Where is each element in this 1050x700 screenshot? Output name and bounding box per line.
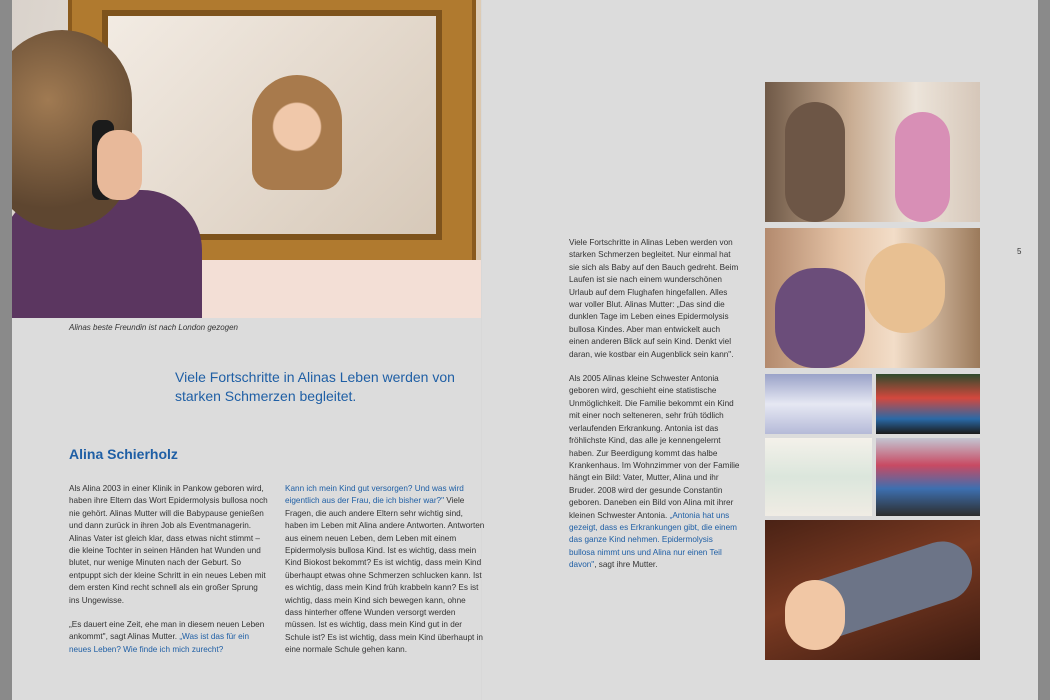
- photo-board-games: [876, 374, 980, 434]
- section-heading: Alina Schierholz: [69, 446, 178, 462]
- pull-quote: Viele Fortschritte in Alinas Leben werden von starken Schmerzen begleitet.: [175, 369, 455, 404]
- paragraph: Kann ich mein Kind gut versorgen? Und was wird eigentlich aus der Frau, die ich bisher war?" Viele Fragen, die auch andere Eltern sehr wichtig sind, haben im Leben mit Alina andere Antworten. Antworten aus einem neuen Leben, dem Leben mit einem Epidermolysis bullosa Kind. Ist es wichtig, dass mein Kind Biokost bekommt? Es ist wichtig, dass mein Kind überhaupt etwas ohne Schmerzen schlucken kann. Ist es wichtig, dass mein Kind früh krabbeln kann? Es ist wichtig, dass mein Kind sich bewegen kann, ohne dass hinterher offene Wunden versorgt werden müssen. Ist es wichtig, dass mein Kind gut in der Schule ist? Es ist wichtig, dass mein Kind überhaupt in eine normale Schule gehen kann.: [285, 484, 485, 655]
- photo-medical-supplies: [765, 374, 872, 434]
- photo-game-shelf: [876, 438, 980, 516]
- text-column-1: [69, 483, 269, 668]
- photo-mother-and-alina: [765, 228, 980, 368]
- hero-photo-mirror: [12, 0, 481, 318]
- photo-girl-on-floor: [765, 520, 980, 660]
- highlight-quote: Kann ich mein Kind gut versorgen? Und was wird eigentlich aus der Frau, die ich bisher war?": [285, 484, 464, 506]
- photo-caption: Alinas beste Freundin ist nach London gezogen: [69, 323, 239, 332]
- paragraph: Als Alina 2003 in einer Klinik in Pankow geboren wird, haben ihre Eltern das Wort Epidermolysis bullosa noch nie gehört. Alinas Mutter will die Babypause genießen und dann zurück in ihren Job als Eventmanagerin. Alinas Vater ist gleich klar, dass etwas nicht stimmt – die kleine Tochter in seinen Händen hat Wunden und blutet, nur wenige Minuten nach der Geburt. So entpuppt sich der kleine Schritt in ein neues Leben mit dem ersten Kind recht schnell als ein großer Sprung ins Ungewisse.: [69, 484, 268, 605]
- paragraph: „Es dauert eine Zeit, ehe man in diesem neuen Leben ankommt", sagt Alinas Mutter. „Was ist das für ein neues Leben? Wie finde ich mich zurecht?: [69, 620, 265, 654]
- highlight-quote: „Antonia hat uns gezeigt, dass es Erkrankungen gibt, die einem das ganze Kind nehmen. Epidermolysis bullosa nimmt uns und Alina nur einen Teil davon": [569, 510, 737, 570]
- photo-mother-and-girls: [765, 82, 980, 222]
- page-number: 5: [1017, 247, 1022, 256]
- table-surface: [192, 260, 481, 318]
- photo-bandage-boxes: [765, 438, 872, 516]
- paragraph: Viele Fortschritte in Alinas Leben werden von starken Schmerzen begleitet. Nur einmal hat sie sich als Baby auf den Bauch gedreht. Beim Laufen ist sie nach einem wunderschönen Urlaub auf dem Flughafen hingefallen. Alles war voller Blut. Alinas Mutter: „Das sind die dunklen Tage im Leben eines Epidermolysis bullosa Kindes. Aber man entwickelt auch einen anderen Blick auf sein Kind. Denkt viel daran, wie kostbar ein Augenblick sein kann".: [569, 238, 739, 359]
- text-column-2: [285, 483, 485, 669]
- hand: [97, 130, 142, 200]
- paragraph: Als 2005 Alinas kleine Schwester Antonia geboren wird, geschieht eine statistische Unmöglichkeit. Die Familie bekommt ein Kind mit einer noch selteneren, sehr früh tödlich verlaufenden Erkrankung. Antonia ist das fröhlichste Kind, das alle je kennengelernt haben. Zur Beerdigung kommt das halbe Krankenhaus. Im Wohnzimmer von der Familie hängt ein Bild: Vater, Mutter, Alina und ihr Bruder. 2008 wird der gesunde Constantin geboren. Daneben ein Bild von Alina mit ihrer kleinen Schwester Antonia. „Antonia hat uns gezeigt, dass es Erkrankungen gibt, die einem das ganze Kind nehmen. Epidermolysis bullosa nimmt uns und Alina nur einen Teil davon", sagt ihre Mutter.: [569, 374, 740, 570]
- text-column-3: [569, 237, 741, 584]
- girl-reflection: [252, 75, 342, 190]
- highlight-quote: „Was ist das für ein neues Leben? Wie finde ich mich zurecht?: [69, 632, 250, 654]
